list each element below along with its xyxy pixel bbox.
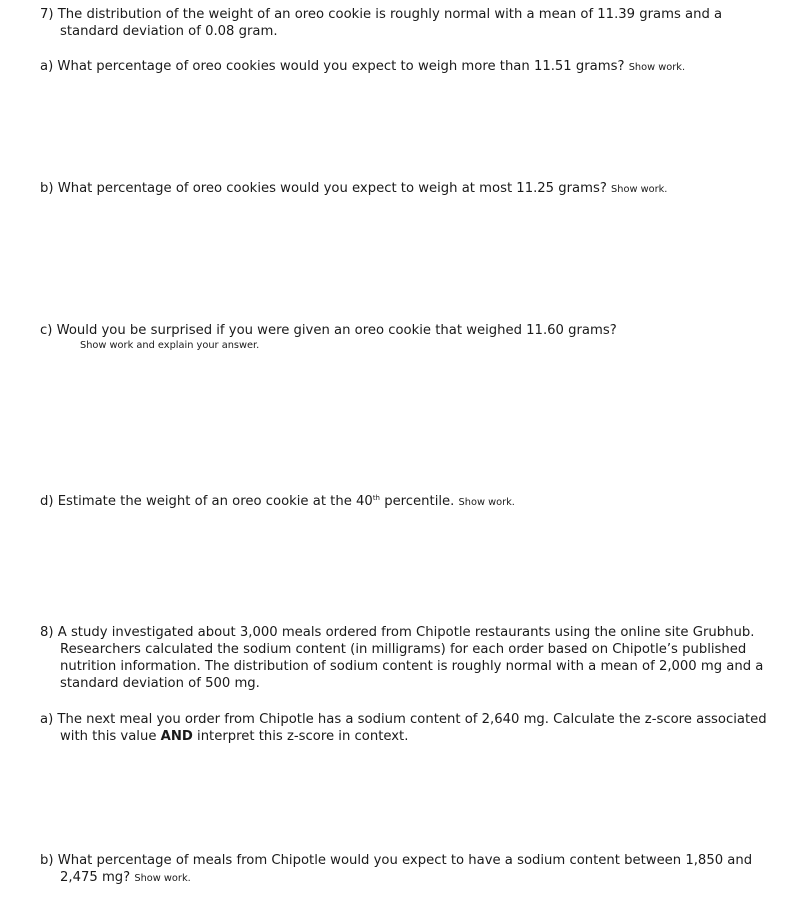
question-8b [40,852,770,887]
question-7d-text: d) Estimate the weight of an oreo cookie at the 40 [40,494,373,509]
question-8a-text: a) The next meal you order from Chipotle has a sodium content of 2,640 mg. Calculate the z-score associated with this value [40,712,767,744]
question-7a-note: Show work. [628,62,686,73]
question-7d-superscript: th [372,494,380,502]
question-8b-text: b) What percentage of meals from Chipotle would you expect to have a sodium content between 1,850 and 2,475 mg? [40,853,753,885]
question-8a [40,711,770,745]
question-8a-bold: AND [160,729,193,744]
question-8-intro-text: 8) A study investigated about 3,000 meals ordered from Chipotle restaurants using the online site Grubhub. Researchers calculated the sodium content (in milligrams) for each order based on Chipotle’s published nutrition information. The distribution of sodium content is roughly normal with a mean of 2,000 mg and a standard deviation of 500 mg. [40,625,764,691]
question-8b-note: Show work. [134,873,191,884]
question-7-intro [40,6,770,40]
question-7c-note: Show work and explain your answer. [80,340,260,351]
question-7d [40,493,770,511]
question-7d-text-end: percentile. [380,494,455,509]
question-7c [40,322,770,353]
question-7a [40,58,770,76]
question-7b-text: b) What percentage of oreo cookies would you expect to weigh at most 11.25 grams? [40,181,607,196]
question-7d-note: Show work. [458,497,515,508]
question-7b [40,180,770,198]
question-8a-text-end: interpret this z-score in context. [192,729,409,744]
question-7-intro-text: 7) The distribution of the weight of an oreo cookie is roughly normal with a mean of 11.39 grams and a standard deviation of 0.08 gram. [40,7,723,39]
question-7b-note: Show work. [611,184,668,195]
question-7c-text: c) Would you be surprised if you were given an oreo cookie that weighed 11.60 grams? [40,323,617,338]
question-7a-text: a) What percentage of oreo cookies would you expect to weigh more than 11.51 grams? [40,59,625,74]
question-8-intro [40,624,770,692]
